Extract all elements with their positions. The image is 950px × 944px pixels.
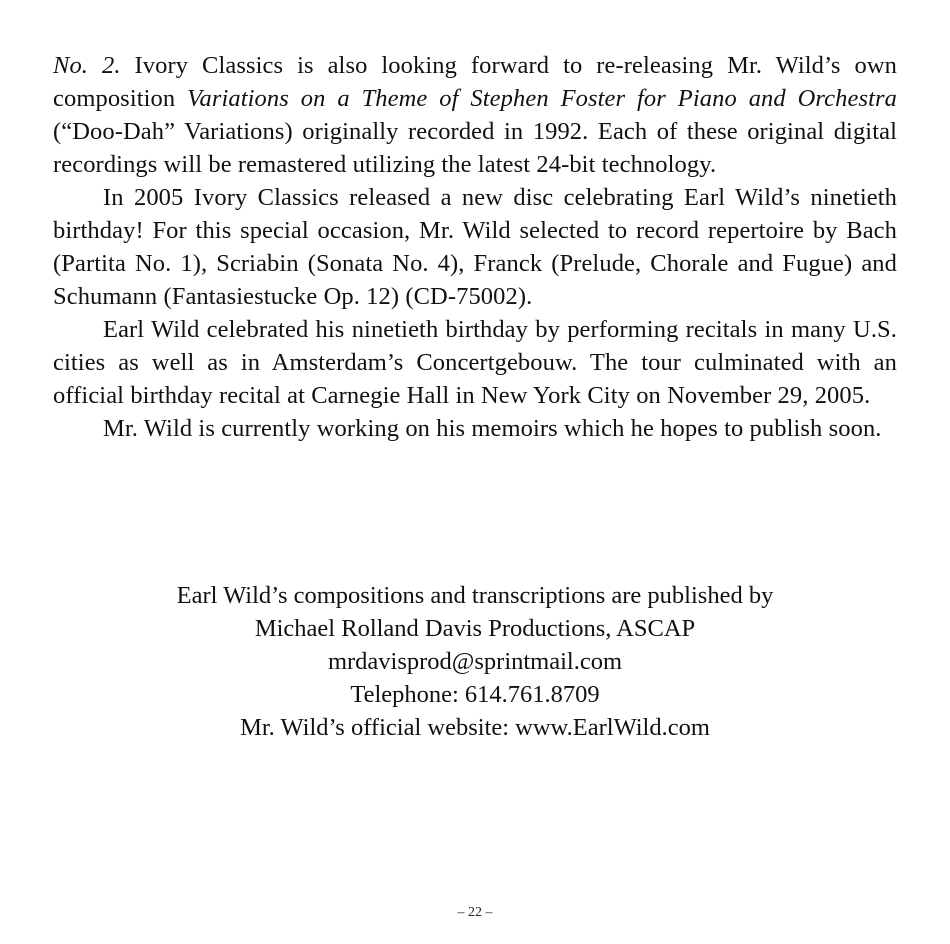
credits-email: mrdavisprod@sprintmail.com <box>327 648 623 675</box>
body-text <box>53 49 897 445</box>
credits-telephone: Telephone: 614.761.8709 <box>350 681 600 708</box>
paragraph-text: Ivory Classics is also looking forward to re-releasing Mr. Wild’s own composition <box>53 52 897 112</box>
composition-title-italic: Variations on a Theme of Stephen Foster for Piano and Orchestra <box>187 85 897 112</box>
publisher-credits <box>0 579 950 744</box>
page-number: – 22 – <box>457 905 493 920</box>
paragraph-2005-release: In 2005 Ivory Classics released a new disc celebrating Earl Wild’s ninetieth birthday! For this special occasion, Mr. Wild selected to record repertoire by Bach (Partita No. 1), Scriabin (Sonata No. 4), Franck (Prelude, Chorale and Fugue) and Schumann (Fantasiestucke Op. 12) (CD-75002). <box>53 184 897 310</box>
credits-line-publisher-intro: Earl Wild’s compositions and transcriptions are published by <box>176 582 774 609</box>
paragraph-ninetieth-birthday-tour: Earl Wild celebrated his ninetieth birthday by performing recitals in many U.S. cities as well as in Amsterdam’s Concertgebouw. The tour culminated with an official birthday recital at Carnegie Hall in New York City on November 29, 2005. <box>53 316 897 409</box>
credits-line-publisher-name: Michael Rolland Davis Productions, ASCAP <box>254 615 696 642</box>
paragraph-memoirs: Mr. Wild is currently working on his memoirs which he hopes to publish soon. <box>103 415 882 442</box>
credits-website: Mr. Wild’s official website: www.EarlWild.com <box>240 714 710 741</box>
paragraph-text: (“Doo-Dah” Variations) originally recorded in 1992. Each of these original digital recordings will be remastered utilizing the latest 24-bit technology. <box>53 118 897 178</box>
paragraph-continuation <box>53 49 897 181</box>
work-number-italic: No. 2. <box>53 52 121 79</box>
